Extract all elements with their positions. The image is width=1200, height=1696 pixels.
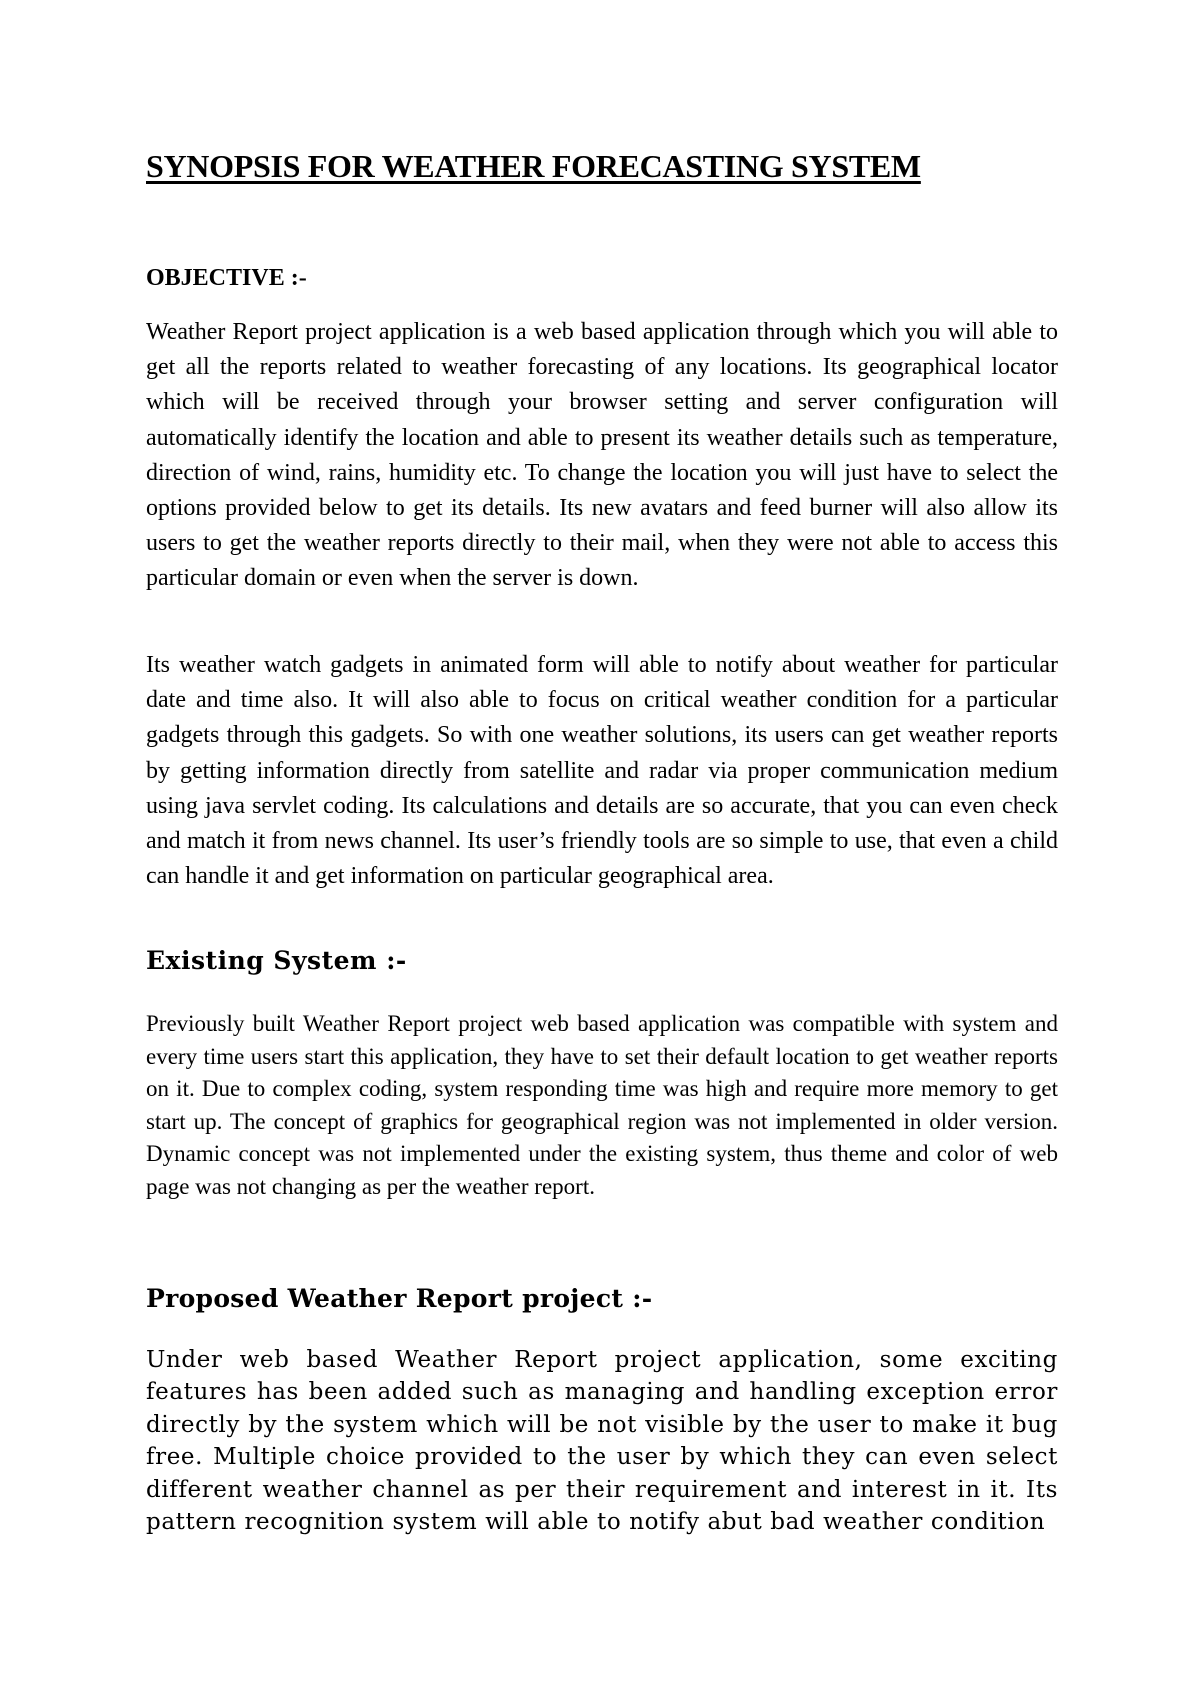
proposed-system-heading: Proposed Weather Report project :- (146, 1284, 653, 1313)
objective-paragraph-2: Its weather watch gadgets in animated form will able to notify about weather for particular date and time also. It will also able to focus on critical weather condition for a particular gadgets through this gadgets. So with one weather solutions, its users can get weather reports by getting information directly from satellite and radar via proper communication medium using java servlet coding. Its calculations and details are so accurate, that you can even check and match it from news channel. Its user’s friendly tools are so simple to use, that even a child can handle it and get information on particular geographical area. (146, 652, 1058, 890)
objective-heading: OBJECTIVE :- (146, 265, 307, 291)
document-title: SYNOPSIS FOR WEATHER FORECASTING SYSTEM (146, 148, 921, 184)
proposed-system-paragraph: Under web based Weather Report project application, some exciting features has been added such as managing and handling exception error directly by the system which will be not visible by the user to make it bug free. Multiple choice provided to the user by which they can even select different weather channel as per their requirement and interest in it. Its pattern recognition system will able to notify abut bad weather condition (146, 1347, 1058, 1536)
existing-system-heading: Existing System :- (146, 946, 407, 975)
existing-system-paragraph: Previously built Weather Report project web based application was compatible with system and every time users start this application, they have to set their default location to get weather reports on it. Due to complex coding, system responding time was high and require more memory to get start up. The concept of graphics for geographical region was not implemented in older version. Dynamic concept was not implemented under the existing system, thus theme and color of web page was not changing as per the weather report. (146, 1011, 1058, 1199)
objective-paragraph-1: Weather Report project application is a web based application through which you will able to get all the reports related to weather forecasting of any locations. Its geographical locator which will be received through your browser setting and server configuration will automatically identify the location and able to present its weather details such as temperature, direction of wind, rains, humidity etc. To change the location you will just have to select the options provided below to get its details. Its new avatars and feed burner will also allow its users to get the weather reports directly to their mail, when they were not able to access this particular domain or even when the server is down. (146, 319, 1058, 592)
